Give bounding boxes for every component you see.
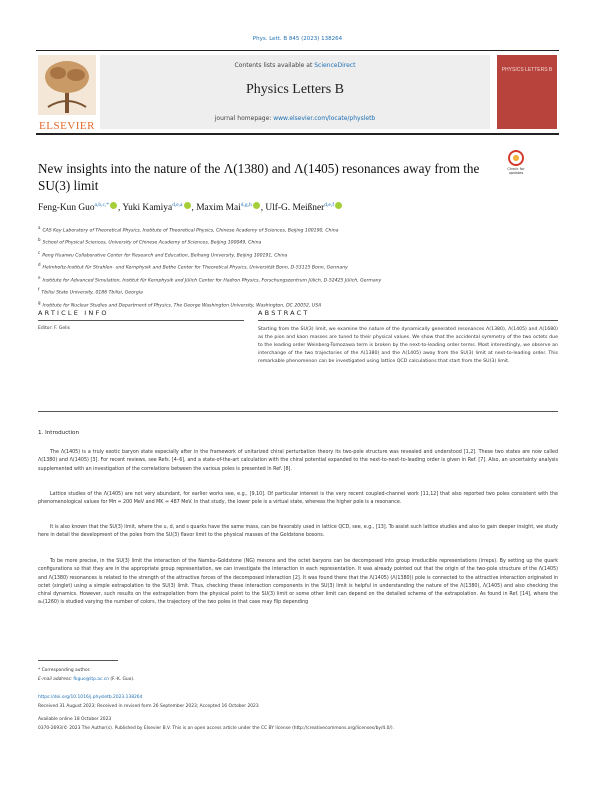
author-name[interactable]: Ulf-G. Meißner — [265, 203, 325, 214]
contents-line — [100, 62, 490, 69]
affiliation-sup: c — [38, 249, 41, 255]
affiliation-sup: d — [38, 262, 41, 268]
affiliation-sup: g — [38, 299, 41, 305]
elsevier-wordmark: ELSEVIER — [39, 120, 95, 132]
homepage-prefix: journal homepage: — [214, 115, 274, 122]
available-line: Available online 18 October 2023 — [38, 717, 112, 722]
orcid-icon[interactable] — [335, 202, 342, 209]
intro-paragraph: To be more precise, in the SU(3) limit the interaction of the Nambu-Goldstone (NG) mesons and the octet baryons can be decomposed into group irreducible representations (irreps). By setting up the quark configurations so that they are in the appropriate group representation, we can investigate the interaction in each representation. It was already pointed out that the origin of the two-pole structure of the Λ(1405) and Λ(1380) resonances is related to the strength of the attractive forces of the decomposed interaction [2]. It was found there that the Λ(1405) (Λ(1380)) pole is connected to the attractive interaction originated in octet (singlet) using a simple extrapolation to the SU(3) limit. Thus, checking these interaction components in the SU(3) limit is helpful in understanding the nature of the Λ(1380), Λ(1405) and also checking the chiral dynamics. However, such results on the extrapolation from the physical point to the SU(3) limit or some other limit can depend on the detailed scheme of the extrapolation. As found in Ref. [14], where the a₁(1260) is studied varying the number of colors, the trajectory of the two poles in that case may flip depending — [38, 559, 558, 606]
orcid-icon[interactable] — [110, 202, 117, 209]
affiliation-item — [38, 249, 558, 261]
abstract-text: Starting from the SU(3) limit, we examine the nature of the dynamically generated resonances Λ(1380), Λ(1405) and Λ(1680) as the pion and kaon masses are tuned to their physical values. We show that the accidental symmetry of the two octets due to the leading order Weinberg-Tomozawa term is broken by the next-to-leading order terms. Most interestingly, we observe an interchange of the two trajectories of the Λ(1380) and the Λ(1405) away from the SU(3) limit at next-to-leading order. This remarkable phenomenon can be investigated using lattice QCD calculations that start from the SU(3) limit. — [258, 327, 558, 365]
abstract-rule — [258, 320, 558, 321]
affiliation-text: Helmholtz-Institut für Strahlen- und Kernphysik and Bethe Center for Theoretical Physics, Universität Bonn, D-53115 Bonn, Germany — [42, 265, 348, 271]
article-info-heading: ARTICLE INFO — [38, 309, 109, 317]
affiliation-text: Tbilisi State University, 0186 Tbilisi, Georgia — [41, 290, 143, 296]
intro-paragraph: It is also known that the SU(3) limit, where the u, d, and s quarks have the same mass, can be favorably used in lattice QCD, see, e.g., [13]. To assist such lattice studies and also to gain deeper insight, we study here in detail the development of the poles from the SU(3) flavor limit to the physical masses of the Goldstone bosons. — [38, 525, 558, 539]
affiliation-sup: b — [38, 237, 41, 243]
author-affil-sup[interactable]: a,b,c,* — [94, 202, 110, 208]
orcid-icon[interactable] — [184, 202, 191, 209]
author-affil-sup[interactable]: d,e,f — [324, 202, 335, 208]
intro-paragraph: Lattice studies of the Λ(1405) are not very abundant, for earlier works see, e.g., [9,10]. Of particular interest is the very recent coupled-channel work [11,12] that also reported two poles consistent with the phenomenological values for Mπ ≃ 200 MeV and MK ≃ 487 MeV. In that study, the lower pole is a virtual state, whereas the higher pole is a resonance. — [38, 492, 558, 506]
contents-prefix: Contents lists available at — [234, 62, 315, 69]
abstract-heading: ABSTRACT — [258, 309, 310, 317]
affiliation-sup: a — [38, 225, 41, 230]
journal-reference[interactable]: Phys. Lett. B 845 (2023) 138264 — [252, 36, 343, 42]
journal-homepage — [100, 115, 490, 122]
author-affil-sup[interactable]: d,e,a — [172, 202, 183, 208]
check-updates-icon — [508, 150, 524, 166]
author-name[interactable]: Feng-Kun Guo — [38, 203, 95, 214]
editor-line: Editor: F. Gelis — [38, 326, 71, 331]
cover-title: PHYSICS LETTERS B — [501, 67, 553, 73]
affiliation-text: Institute for Nuclear Studies and Department of Physics, The George Washington University, Washington, DC 20052, USA — [42, 303, 322, 309]
license-line: 0370-2693/© 2023 The Author(s). Published by Elsevier B.V. This is an open access article under the CC BY license (http://creativecommons.org/licenses/by/4.0/). — [38, 726, 395, 731]
sciencedirect-link[interactable]: ScienceDirect — [314, 62, 356, 69]
author-list: Feng-Kun Guo$^{a,b,c,*}$ , Yuki Kamiya$^{d,e,a}$ , Maxim Mai$^{d,g,h}$ , Ulf-G. Meißner$^{d,e,f}$ — [38, 202, 558, 213]
elsevier-tree-icon — [38, 55, 96, 115]
affiliation-text: Peng Huanwu Collaborative Center for Research and Education, Beihang University, Beijing 100191, China — [42, 253, 288, 259]
affiliation-text: School of Physical Sciences, University of Chinese Academy of Sciences, Beijing 100049, China — [42, 240, 262, 246]
elsevier-logo — [38, 55, 96, 132]
affiliation-item — [38, 224, 558, 236]
affiliation-sup: e — [38, 274, 41, 280]
footnote-rule — [38, 660, 118, 661]
email-suffix: (F.-K. Guo). — [108, 677, 135, 682]
author-affil-sup[interactable]: d,g,h — [240, 202, 252, 208]
section-divider — [38, 411, 558, 412]
article-title: New insights into the nature of the Λ(1380) and Λ(1405) resonances away from the SU(3) limit — [38, 161, 480, 193]
intro-paragraph: The Λ(1405) is a truly exotic baryon state especially after in the framework of unitarized chiral perturbation theory its two-pole structure was revealed and understood [1,2]. These two states are now called Λ(1380) and Λ(1405) [3]. For recent reviews, see Refs. [4–6], and a state-of-the-art calculation with the chiral potential expanded to the next-to-next-to-leading order is given in Ref. [7]. Also, an uncertainty analysis supplemented with an investigation of the correlations between the various poles is presented in Ref. [8]. — [38, 450, 558, 472]
orcid-icon[interactable] — [253, 202, 260, 209]
email-label: E-mail address: — [38, 677, 74, 682]
doi-line — [38, 694, 558, 702]
footnote-email — [38, 676, 558, 684]
received-line: Received 31 August 2023; Received in revised form 26 September 2023; Accepted 16 October 2023 — [38, 704, 259, 709]
affiliation-item — [38, 261, 558, 273]
doi-link[interactable]: https://doi.org/10.1016/j.physletb.2023.138264 — [38, 695, 143, 700]
affiliation-sup: f — [38, 287, 40, 293]
affiliation-item — [38, 236, 558, 248]
author-name[interactable]: Yuki Kamiya — [122, 203, 173, 214]
affiliations — [38, 224, 558, 311]
header-bottom-rule — [36, 133, 559, 135]
introduction-heading: 1. Introduction — [38, 430, 79, 436]
affiliation-item — [38, 286, 558, 298]
header-top-rule — [36, 50, 559, 51]
affiliation-text: Institute for Advanced Simulation, Institut für Kernphysik and Jülich Center for Hadron Physics, Forschungszentrum Jülich, D-52425 Jülich, Germany — [42, 278, 382, 284]
affiliation-item — [38, 274, 558, 286]
email-link[interactable]: fkguo@itp.ac.cn — [73, 677, 109, 682]
check-updates-label: Check for updates — [507, 167, 525, 175]
footnote-corresponding: * Corresponding author. — [38, 668, 91, 673]
article-info-rule — [38, 320, 244, 321]
author-name[interactable]: Maxim Mai — [196, 203, 241, 214]
check-for-updates-badge[interactable] — [503, 150, 529, 180]
journal-title: Physics Letters B — [246, 82, 344, 97]
affiliation-text: CAS Key Laboratory of Theoretical Physics, Institute of Theoretical Physics, Chinese Academy of Sciences, Beijing 100190, China — [42, 228, 339, 234]
homepage-link[interactable]: www.elsevier.com/locate/physletb — [273, 115, 376, 122]
journal-cover — [497, 55, 557, 129]
